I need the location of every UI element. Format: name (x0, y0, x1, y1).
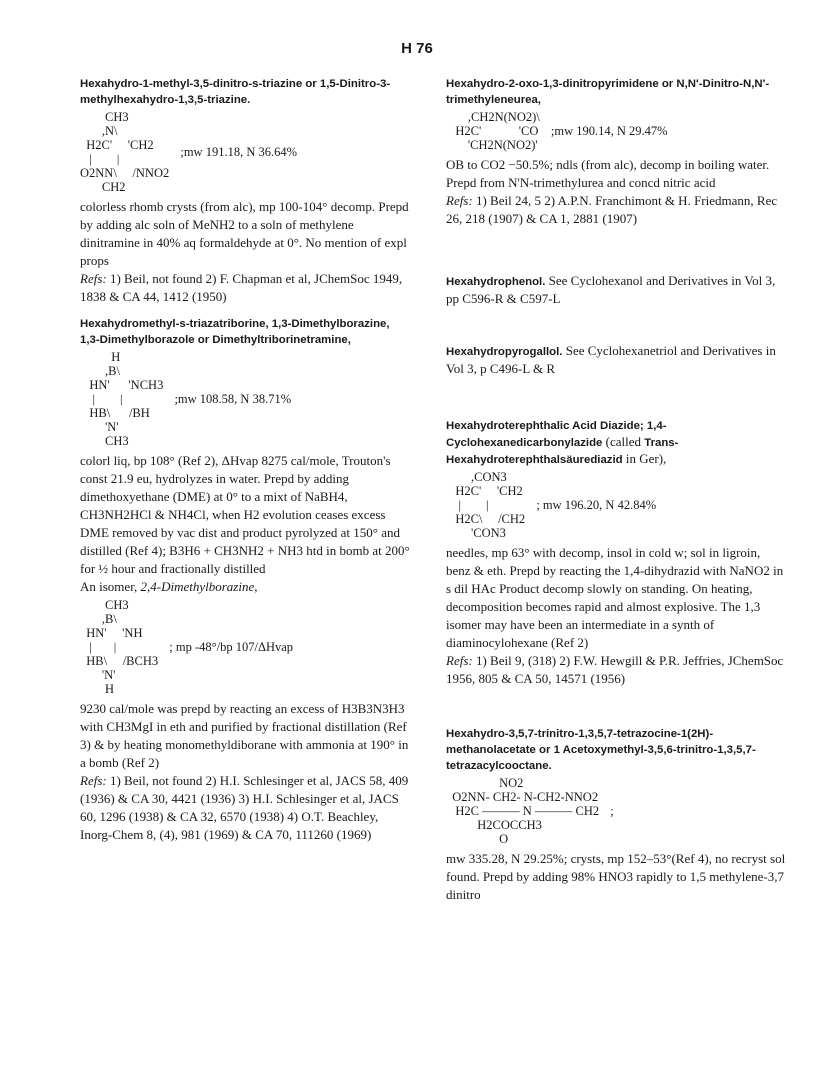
chemical-structure (446, 470, 786, 540)
chemical-structure (446, 110, 786, 152)
chemical-structure (446, 776, 786, 846)
isomer-structure (80, 598, 410, 696)
references: 1) Beil, not found 2) H.I. Schlesinger et al, JACS 58, 409 (1936) & CA 30, 4421 (1936) 3) H.I. Schlesinger et al, JACS 60, 1296 (1938) & CA 32, 6570 (1938) 4) O.T. Beachley, Inorg-Chem 8, (4), 981 (1969) & CA 70, 111260 (1969) (80, 773, 409, 842)
heading-note: (called (602, 434, 645, 449)
refs-label: Refs: (80, 271, 107, 286)
entry-hexahydropyrogallol (446, 342, 786, 378)
entry-description: colorl liq, bp 108° (Ref 2), ΔHvap 8275 cal/mole, Trouton's const 21.9 eu, hydrolyzes in water. Prepd by adding dimethoxyethane (DME) at 0° to a mixt of NaBH4, CH3NH2HCl & NH4Cl, when H2 evolution ceases excess DME removed by vac dist and product pyrolyzed at 150° and distilled (Ref 4); B3H6 + CH3NH2 + NH3 htd in bomb at 200° for ½ hour and fractionally distilled (80, 453, 410, 576)
chemical-structure (80, 350, 410, 448)
entry-description: mw 335.28, N 29.25%; crysts, mp 152–53°(Ref 4), no recryst sol found. Prepd by adding 98% HNO3 rapidly to 1,5 methylene-3,7 dinitro (446, 851, 786, 902)
references: 1) Beil, not found 2) F. Chapman et al, JChemSoc 1949, 1838 & CA 44, 1412 (1950) (80, 271, 403, 304)
cross-reference: See Cyclohexanetriol and Derivatives in Vol 3, p C496-L & R (446, 343, 776, 376)
left-column (80, 70, 410, 854)
entry-heading: Hexahydro-2-oxo-1,3-dinitropyrimidene or N,N'-Dinitro-N,N'-trimethyleneurea, (446, 78, 770, 106)
molecular-weight: ;mw 191.18, N 36.64% (180, 144, 298, 159)
melting-point: ; mp -48°/bp 107/ΔHvap (169, 639, 294, 654)
structure-diagram: ,CH2N(NO2)\ H2C' 'CO 'CH2N(NO2)' (455, 110, 540, 152)
page-number-header: H 76 (401, 40, 433, 57)
right-column (446, 70, 786, 914)
structure-diagram: NO2 O2NN- CH2- N-CH2-NNO2 H2C ——— N ——— CH2 H2COCCH3 O (452, 776, 600, 846)
structure-diagram: H ,B\ HN' 'NCH3 | | HB\ /BH 'N' CH3 (89, 350, 164, 448)
entry-heading: Hexahydroterephthalic Acid Diazide; 1,4-Cyclohexanedicarbonylazide (446, 420, 667, 449)
molecular-weight: ; mw 196.20, N 42.84% (536, 497, 657, 512)
chemical-structure (80, 110, 410, 194)
molecular-weight: ;mw 108.58, N 38.71% (174, 391, 292, 406)
entry-heading: Hexahydromethyl-s-triazatriborine, 1,3-Dimethylborazine, 1,3-Dimethylborazole or Dimethyltriborinetramine, (80, 318, 390, 346)
entry-description: colorless rhomb crysts (from alc), mp 100-104° decomp. Prepd by adding alc soln of MeNH2 to a soln of methylene dinitramine in 40% aq formaldehyde at 0°. No mention of expl props (80, 199, 409, 268)
refs-label: Refs: (80, 773, 107, 788)
refs-label: Refs: (446, 653, 473, 668)
entry-description: OB to CO2 −50.5%; ndls (from alc), decomp in boiling water. Prepd from N'N-trimethylurea and concd nitric acid (446, 157, 770, 190)
entry-tetrazocine-methanolacetate (446, 726, 786, 904)
entry-heading-block (446, 418, 786, 468)
refs-label: Refs: (446, 193, 473, 208)
cross-reference: See Cyclohexanol and Derivatives in Vol 3, pp C596-R & C597-L (446, 273, 776, 306)
entry-description: needles, mp 63° with decomp, insol in cold w; sol in ligroin, benz & eth. Prepd by reacting the 1,4-dihydrazid with NaNO2 in s dil HAc Product decomp slowly on standing. On heating, decomposition becomes rapid and almost explosive. The 1,3 isomer may have been an intermediate in a synth of diaminocylohexane (Ref 2) (446, 545, 784, 650)
entry-heading-german: Trans-Hexahydroterephthalsäurediazid (446, 437, 679, 466)
structure-semicolon: ; (610, 803, 614, 818)
entry-description-continued: 9230 cal/mole was prepd by reacting an excess of H3B3N3H3 with CH3MgI in eth and purified by fractional distillation (Ref 3) & by heating monomethyldiborane with ammonia at 190° in a bomb (Ref 2) (80, 701, 409, 770)
entry-dinitropyrimidene (446, 76, 786, 228)
structure-diagram: CH3 ,B\ HN' 'NH | | HB\ /BCH3 'N' H (86, 598, 159, 696)
structure-diagram: ,CON3 H2C' 'CH2 | | H2C\ /CH2 'CON3 (455, 470, 526, 540)
references: 1) Beil 24, 5 2) A.P.N. Franchimont & H. Friedmann, Rec 26, 218 (1907) & CA 1, 2881 (1907) (446, 193, 778, 226)
entry-heading: Hexahydropyrogallol. (446, 346, 563, 358)
heading-note-end: in Ger), (622, 451, 667, 466)
references: 1) Beil 9, (318) 2) F.W. Hewgill & P.R. Jeffries, JChemSoc 1956, 805 & CA 50, 14571 (1956) (446, 653, 784, 686)
entry-heading: Hexahydro-1-methyl-3,5-dinitro-s-triazine or 1,5-Dinitro-3-methylhexahydro-1,3,5-triazine. (80, 78, 391, 106)
entry-terephthalic-diazide (446, 418, 786, 688)
isomer-prefix: An isomer, (80, 579, 141, 594)
structure-diagram: CH3 ,N\ H2C' 'CH2 | | O2NN\ /NNO2 CH2 (80, 110, 170, 194)
molecular-weight: ;mw 190.14, N 29.47% (550, 123, 668, 138)
entry-hexahydro-methyl-dinitro-triazine (80, 76, 410, 306)
entry-heading: Hexahydrophenol. (446, 276, 546, 288)
entry-heading: Hexahydro-3,5,7-trinitro-1,3,5,7-tetrazocine-1(2H)-methanolacetate or 1 Acetoxymethyl-3,5,6-trinitro-1,3,5,7-tetrazacylcooctane. (446, 728, 756, 772)
isomer-name: 2,4-Dimethylborazine, (140, 579, 258, 594)
entry-hexahydrophenol (446, 272, 786, 308)
entry-dimethylborazine (80, 316, 410, 844)
